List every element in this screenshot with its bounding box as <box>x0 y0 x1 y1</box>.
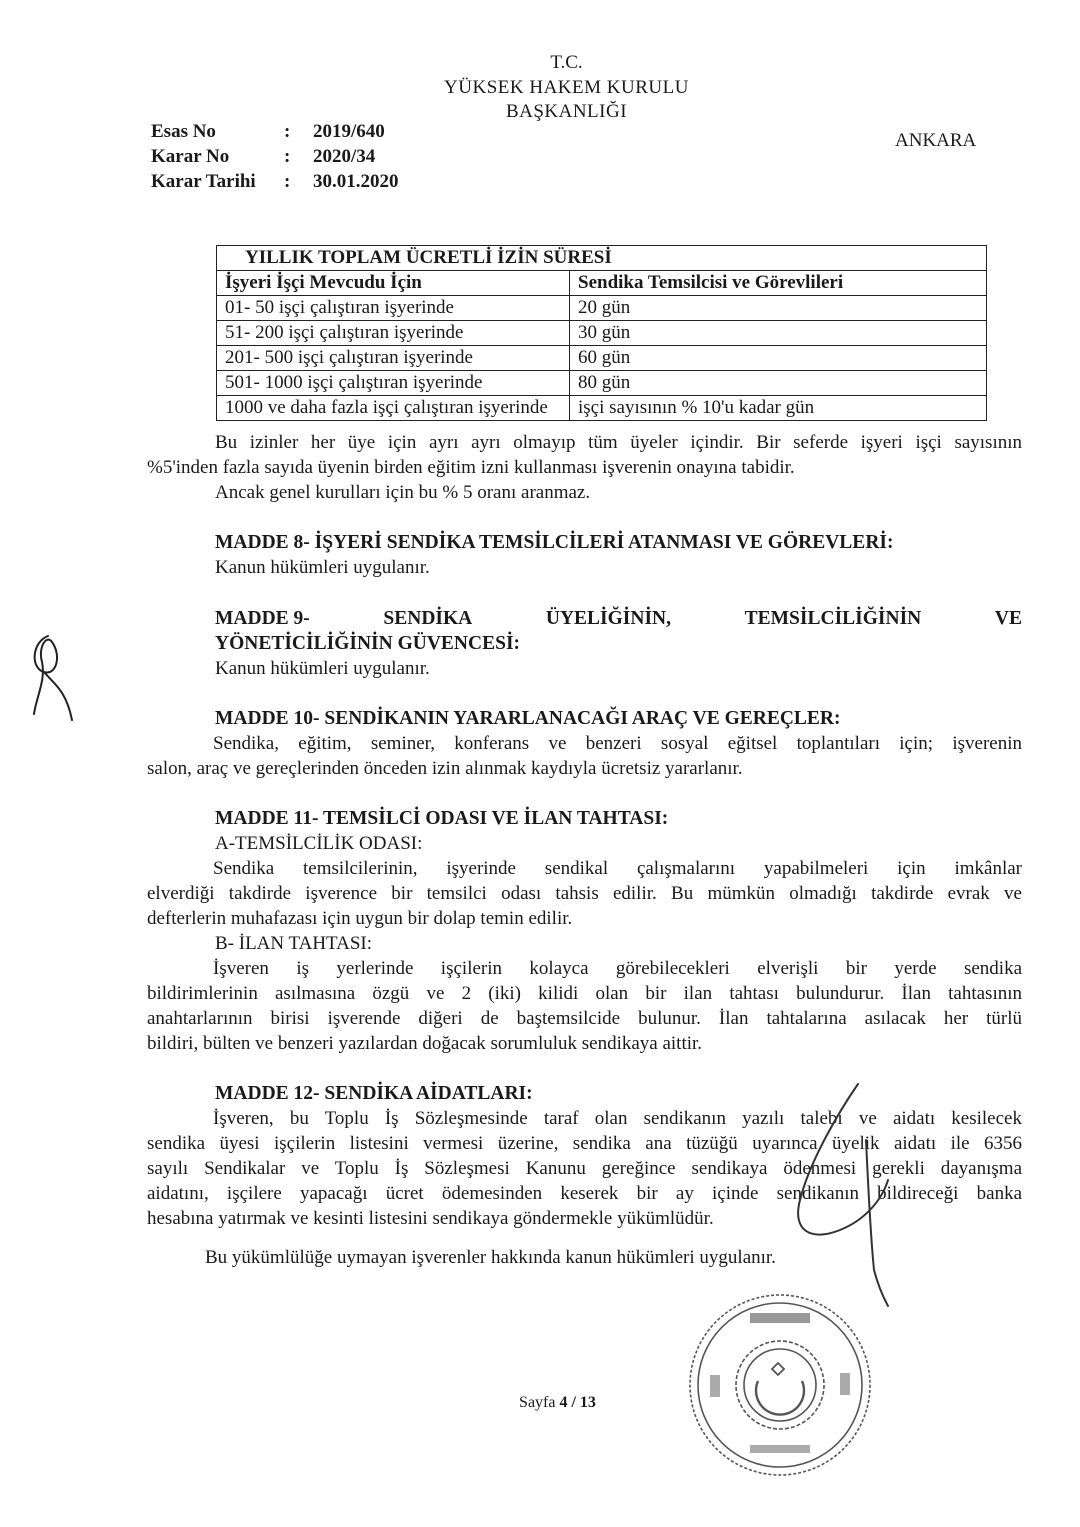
table-title: YILLIK TOPLAM ÜCRETLİ İZİN SÜRESİ <box>217 246 987 271</box>
table-cell: 80 gün <box>570 371 987 396</box>
meta-label-tarih: Karar Tarihi <box>151 171 256 192</box>
meta-label-esas: Esas No <box>151 121 216 142</box>
page-prefix: Sayfa <box>519 1394 560 1411</box>
heading-word: TEMSİLCİLİĞİNİN <box>744 608 922 629</box>
text-line: Ancak genel kurulları için bu % 5 oranı aranmaz. <box>215 482 591 503</box>
table-row <box>217 321 987 346</box>
text-line: Bu yükümlülüğe uymayan işverenler hakkında kanun hükümleri uygulanır. <box>205 1247 776 1268</box>
article-heading: MADDE 12- SENDİKA AİDATLARI: <box>215 1083 533 1104</box>
meta-colon: : <box>284 121 291 142</box>
text-line: sendika üyesi işçilerin listesini vermesi üzerine, sendika ana tüzüğü uyarınca üyelik aidatı ile 6356 <box>147 1133 1022 1154</box>
article-8 <box>147 530 1022 580</box>
text-line: %5'inden fazla sayıda üyenin birden eğitim izni kullanması işverenin onayına tabidir. <box>147 457 795 478</box>
article-9 <box>147 606 1022 681</box>
text-line: elverdiği takdirde işverence bir temsilci odası tahsis edilir. Bu mümkün olmadığı takdirde evrak ve <box>147 883 1022 904</box>
table-row <box>217 296 987 321</box>
heading-word: SENDİKA <box>383 608 473 629</box>
meta-value-esas: 2019/640 <box>313 121 385 142</box>
table-cell: 30 gün <box>570 321 987 346</box>
article-heading: MADDE 8- İŞYERİ SENDİKA TEMSİLCİLERİ ATANMASI VE GÖREVLERİ: <box>215 532 894 553</box>
text-line: hesabına yatırmak ve kesinti listesini sendikaya göndermekle yükümlüdür. <box>147 1208 714 1229</box>
text-line: defterlerin muhafazası için uygun bir dolap temin edilir. <box>147 908 573 929</box>
table-cell: 1000 ve daha fazla işçi çalıştıran işyerinde <box>217 396 570 421</box>
text-line: bildiri, bülten ve benzeri yazılardan doğacak sorumluluk sendikaya aittir. <box>147 1033 703 1054</box>
header-department: BAŞKANLIĞI <box>505 101 628 122</box>
table-cell: 201- 500 işçi çalıştıran işyerinde <box>217 346 570 371</box>
subsection-title: A-TEMSİLCİLİK ODASI: <box>215 833 423 854</box>
article-heading: MADDE 10- SENDİKANIN YARARLANACAĞI ARAÇ VE GEREÇLER: <box>215 708 841 729</box>
handwritten-initials-icon <box>26 628 86 728</box>
table-row <box>217 371 987 396</box>
text-line: aidatını, işçilere yapacağı ücret ödemesinden keserek bir ay içinde sendikanın bildireceği banka <box>147 1183 1022 1204</box>
table-cell: 60 gün <box>570 346 987 371</box>
page-number-value: 4 / 13 <box>559 1394 596 1411</box>
text-line: İşveren, bu Toplu İş Sözleşmesinde taraf olan sendikanın yazılı talebi ve aidatı kesilecek <box>213 1108 1022 1129</box>
official-stamp-icon <box>680 1285 880 1485</box>
heading-word: MADDE 9- <box>215 608 310 629</box>
handwritten-signature-icon <box>770 1080 910 1310</box>
text-line: Bu izinler her üye için ayrı ayrı olmayıp tüm üyeler içindir. Bir seferde işyeri işçi sayısının <box>215 432 1022 453</box>
heading-word: ÜYELİĞİNİN, <box>545 608 672 629</box>
header-organization: YÜKSEK HAKEM KURULU <box>444 77 689 98</box>
text-line: Sendika temsilcilerinin, işyerinde sendikal çalışmalarını yapabilmeleri için imkânlar <box>213 858 1022 879</box>
text-line: anahtarlarının birisi işverende diğeri de baştemsilcide bulunur. İlan tahtalarına asılacak her türlü <box>147 1008 1022 1029</box>
table-title-row <box>217 246 987 271</box>
intro-paragraph <box>147 430 1022 505</box>
subsection-title: B- İLAN TAHTASI: <box>215 933 373 954</box>
heading-word: VE <box>994 608 1022 629</box>
table-header-cell: İşyeri İşçi Mevcudu İçin <box>217 271 570 296</box>
text-line: bildirimlerinin asılmasına özgü ve 2 (iki) kilidi olan bir ilan tahtası bulundurur. İlan tahtasının <box>147 983 1022 1004</box>
text-line: Sendika, eğitim, seminer, konferans ve benzeri sosyal eğitsel toplantıları için; işverenin <box>213 733 1022 754</box>
text-line: İşveren iş yerlerinde işçilerin kolayca görebilecekleri elverişli bir yerde sendika <box>213 958 1022 979</box>
text-line: sayılı Sendikalar ve Toplu İş Sözleşmesi Kanunu gereğince sendikaya ödenmesi gerekli dayanışma <box>147 1158 1022 1179</box>
header-tc: T.C. <box>550 52 583 73</box>
table-row <box>217 396 987 421</box>
table-cell: 51- 200 işçi çalıştıran işyerinde <box>217 321 570 346</box>
table-cell: 20 gün <box>570 296 987 321</box>
page-number <box>0 1394 1080 1412</box>
text-line: Kanun hükümleri uygulanır. <box>215 557 430 578</box>
table-header-cell: Sendika Temsilcisi ve Görevlileri <box>570 271 987 296</box>
text-line: salon, araç ve gereçlerinden önceden izin alınmak kaydıyla ücretsiz yararlanır. <box>147 758 743 779</box>
meta-colon: : <box>284 171 291 192</box>
article-10 <box>147 706 1022 781</box>
table-row <box>217 346 987 371</box>
header-city: ANKARA <box>895 130 977 151</box>
article-heading <box>147 606 1022 631</box>
meta-value-tarih: 30.01.2020 <box>313 171 399 192</box>
table-header-row <box>217 271 987 296</box>
article-heading: MADDE 11- TEMSİLCİ ODASI VE İLAN TAHTASI: <box>215 808 669 829</box>
article-11 <box>147 806 1022 1056</box>
text-line: Kanun hükümleri uygulanır. <box>215 658 430 679</box>
leave-duration-table <box>216 245 987 421</box>
meta-label-karar: Karar No <box>151 146 230 167</box>
article-heading-line: YÖNETİCİLİĞİNİN GÜVENCESİ: <box>215 633 521 654</box>
table-cell: işçi sayısının % 10'u kadar gün <box>570 396 987 421</box>
table-cell: 501- 1000 işçi çalıştıran işyerinde <box>217 371 570 396</box>
meta-value-karar: 2020/34 <box>313 146 376 167</box>
table-cell: 01- 50 işçi çalıştıran işyerinde <box>217 296 570 321</box>
meta-colon: : <box>284 146 291 167</box>
